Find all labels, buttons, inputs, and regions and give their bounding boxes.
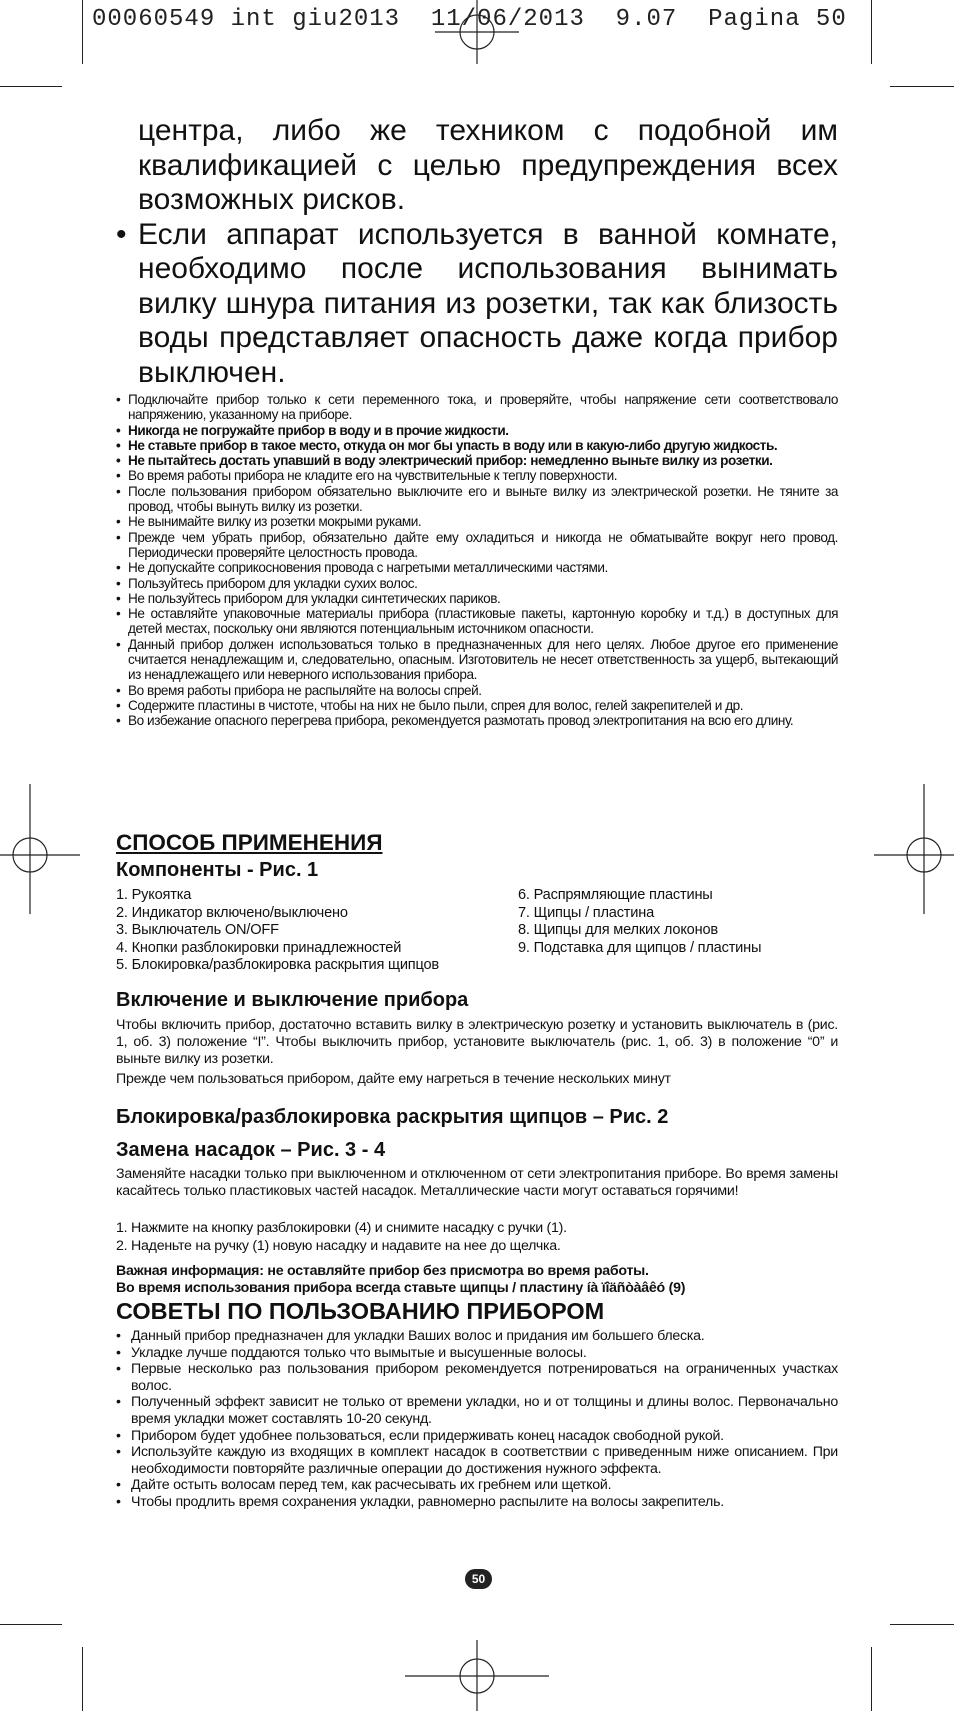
warning-item: • Данный прибор должен использоваться только в предназначенных для него целях. Любое другое его применение считается ненадлежащим и, следовательно, опасным. Изготовитель не несет ответственность за ущерб, вытекающий из ненадлежащего или неверного использования прибора. [116,637,838,683]
warning-item: • Не пытайтесь достать упавший в воду электрический прибор: немедленно выньте вилку из розетки. [116,453,838,468]
replace-heading: Замена насадок – Рис. 3 - 4 [116,1139,386,1161]
important-note-2: Во время использования прибора всегда ставьте щипцы / пластину íà ïîäñòàâêó (9) [116,1280,686,1296]
warning-item: • Никогда не погружайте прибор в воду и в прочие жидкости. [116,423,838,438]
components-heading: Компоненты - Рис. 1 [116,859,319,881]
components-list-left [116,887,439,975]
intro-section [116,114,838,390]
component-item: 7. Щипцы / пластина [518,904,655,921]
component-item: 4. Кнопки разблокировки принадлежностей [116,939,402,956]
warning-item: • После пользования прибором обязательно выключите его и выньте вилку из электрической розетки. Не тяните за провод, чтобы вынуть вилку из розетки. [116,484,838,515]
replace-step-2: 2. Наденьте на ручку (1) новую насадку и надавите на нее до щелчка. [116,1238,561,1254]
crop-mark-right-top [890,86,954,87]
warning-item: • Не оставляйте упаковочные материалы прибора (пластиковые пакеты, картонную коробку и т.д.) в доступных для детей местах, поскольку они являются потенциальным источником опасности. [116,606,838,637]
crop-mark-top-right [871,0,872,64]
crop-mark-right-bottom [890,1624,954,1625]
replace-step-1: 1. Нажмите на кнопку разблокировки (4) и снимите насадку с ручки (1). [116,1220,567,1236]
component-item: 5. Блокировка/разблокировка раскрытия щипцов [116,957,439,974]
page-number-badge: 50 [465,1569,492,1589]
registration-mark-bottom [405,1640,549,1711]
warning-item: • Не вынимайте вилку из розетки мокрыми руками. [116,514,838,529]
warning-item: • Подключайте прибор только к сети переменного тока, и проверяйте, чтобы напряжение сети соответствовало напряжению, указанному на приборе. [116,392,838,423]
component-item: 3. Выключатель ON/OFF [116,922,279,939]
tip-item: • Дайте остыть волосам перед тем, как расчесывать их гребнем или щеткой. [116,1477,838,1494]
component-item: 8. Щипцы для мелких локонов [518,922,718,939]
important-note-1: Важная информация: не оставляйте прибор без присмотра во время работы. [116,1263,649,1279]
onoff-text-2: Прежде чем пользоваться прибором, дайте ему нагреться в течение нескольких минут [116,1071,671,1087]
component-item: 6. Распрямляющие пластины [518,887,713,903]
tip-item: • Укладке лучше поддаются только что вымытые и высушенные волосы. [116,1345,838,1362]
warning-item: • Не пользуйтесь прибором для укладки синтетических париков. [116,591,838,606]
warning-item: • Содержите пластины в чистоте, чтобы на них не было пыли, спрея для волос, гелей закрепителей и др. [116,698,838,713]
tip-item: • Прибором будет удобнее пользоваться, если придерживать конец насадок свободной рукой. [116,1428,838,1445]
component-item: 1. Рукоятка [116,887,192,903]
warning-item: • Не ставьте прибор в такое место, откуда он мог бы упасть в воду или в какую-либо другую жидкость. [116,438,838,453]
onoff-text: Чтобы включить прибор, достаточно вставить вилку в электрическую розетку и установить выключатель в (рис. 1, об. 3) положение “I”. Чтобы выключить прибор, установите выключатель (рис. 1, об. 3) в положение “0” и выньте вилку из розетки. [116,1017,838,1067]
tips-section-title: СОВЕТЫ ПО ПОЛЬЗОВАНИЮ ПРИБОРОМ [116,1298,605,1324]
component-item: 2. Индикатор включено/выключено [116,904,348,921]
tip-item: • Данный прибор предназначен для укладки Ваших волос и придания им большего блеска. [116,1328,838,1345]
crop-mark-bottom-right [871,1647,872,1711]
crop-mark-left-top [0,86,62,87]
tip-item: • Первые несколько раз пользования прибором рекомендуется потренироваться на ограниченных участках волос. [116,1361,838,1394]
crop-mark-bottom-left [82,1647,83,1711]
warning-item: • Не допускайте соприкосновения провода с нагретыми металлическими частями. [116,560,838,575]
intro-bullet: • Если аппарат используется в ванной комнате, необходимо после использования вынимать вилку шнура питания из розетки, так как близость воды представляет опасность даже когда прибор выключен. [116,218,838,391]
registration-mark-top [435,0,519,64]
crop-mark-left-bottom [0,1624,62,1625]
warning-item: • Пользуйтесь прибором для укладки сухих волос. [116,576,838,591]
warning-item: • Во время работы прибора не распыляйте на волосы спрей. [116,683,838,698]
tip-item: • Используйте каждую из входящих в комплект насадок в соответствии с приведенным ниже описанием. При необходимости повторяйте различные операции до достижения нужного эффекта. [116,1444,838,1477]
tip-item: • Чтобы продлить время сохранения укладки, равномерно распылите на волосы закрепитель. [116,1494,838,1511]
component-item: 9. Подставка для щипцов / пластины [518,939,762,956]
warning-item: • Во избежание опасного перегрева прибора, рекомендуется размотать провод электропитания на всю его длину. [116,713,838,728]
registration-mark-right [870,784,954,914]
print-header: 00060549 int giu2013 11/06/2013 9.07 Pagina 50 [92,6,847,33]
safety-warnings-list [116,392,838,729]
intro-continuation: центра, либо же техником с подобной им квалификацией с целью предупреждения всех возможных рисков. [138,114,838,216]
tips-list [116,1328,838,1511]
warning-item: • Во время работы прибора не кладите его на чувствительные к теплу поверхности. [116,468,838,483]
crop-mark-top-left [82,0,83,64]
tip-item: • Полученный эффект зависит не только от времени укладки, но и от толщины и длины волос. Первоначально время укладки может составлять 10-20 секунд. [116,1394,838,1427]
replace-text: Заменяйте насадки только при выключенном и отключенном от сети электропитания приборе. Во время замены касайтесь только пластиковых частей насадок. Металлические части могут оставаться горячими! [116,1166,838,1199]
onoff-heading: Включение и выключение прибора [116,989,469,1011]
lock-heading: Блокировка/разблокировка раскрытия щипцов – Рис. 2 [116,1106,669,1128]
registration-mark-left [0,784,84,914]
components-list-right [518,887,761,957]
usage-section-title: СПОСОБ ПРИМЕНЕНИЯ [116,830,383,855]
warning-item: • Прежде чем убрать прибор, обязательно дайте ему охладиться и никогда не обматывайте вокруг него провод. Периодически проверяйте целостность провода. [116,530,838,561]
